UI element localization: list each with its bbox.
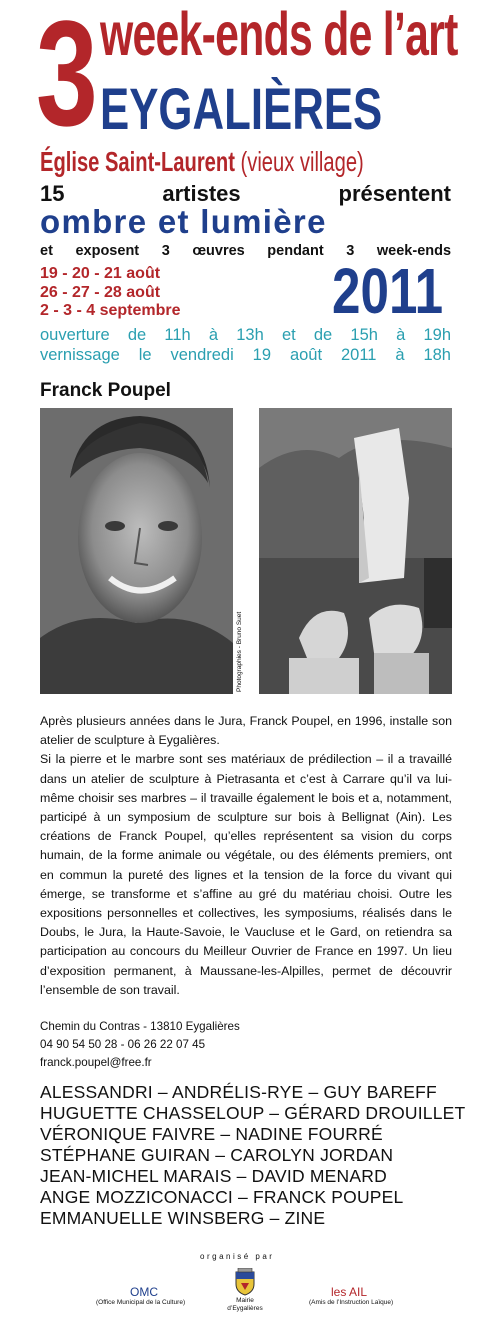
hours-line: ouverture de 11h à 13h et de 15h à 19h bbox=[40, 326, 451, 344]
word: présentent bbox=[338, 181, 451, 206]
title-line-1-wrap bbox=[100, 2, 491, 66]
big-number-3: 3 bbox=[36, 0, 95, 157]
word: 3 bbox=[346, 243, 355, 259]
bio-paragraph-1: Après plusieurs années dans le Jura, Franck Poupel, en 1996, installe son atelier de sculpture à Eygalières. bbox=[40, 714, 452, 748]
omc-full: (Office Municipal de la Culture) bbox=[96, 1299, 186, 1306]
sculpture-photo bbox=[259, 408, 452, 694]
theme-title: ombre et lumière bbox=[40, 203, 327, 240]
church-note: (vieux village) bbox=[240, 146, 364, 177]
title-eygalieres: EYGALIÈRES bbox=[100, 77, 383, 142]
year: 2011 bbox=[332, 255, 444, 327]
word: œuvres bbox=[192, 243, 245, 259]
mairie-crest-icon bbox=[233, 1268, 257, 1296]
contact-phones: 04 90 54 50 28 - 06 26 22 07 45 bbox=[40, 1038, 206, 1051]
artist-name: Franck Poupel bbox=[40, 380, 171, 401]
contact-email[interactable]: franck.poupel@free.fr bbox=[40, 1056, 152, 1069]
title-line-2-wrap bbox=[100, 77, 474, 142]
artists-row: ANGE MOZZICONACCI – FRANCK POUPEL bbox=[40, 1187, 404, 1207]
word: 15 bbox=[40, 181, 65, 206]
opening-line: vernissage le vendredi 19 août 2011 à 18h bbox=[40, 346, 451, 364]
artists-row: EMMANUELLE WINSBERG – ZINE bbox=[40, 1208, 326, 1228]
mairie-label bbox=[224, 1297, 266, 1313]
date-3: 2 - 3 - 4 septembre bbox=[40, 302, 181, 319]
artists-row: VÉRONIQUE FAIVRE – NADINE FOURRÉ bbox=[40, 1124, 383, 1144]
word: pendant bbox=[267, 243, 324, 259]
date-2: 26 - 27 - 28 août bbox=[40, 283, 161, 301]
church-name: Église Saint-Laurent bbox=[40, 146, 235, 177]
contact-block bbox=[40, 1018, 240, 1072]
mairie-line: d’Eygalières bbox=[227, 1305, 263, 1312]
organized-by: organisé par bbox=[200, 1252, 275, 1261]
year-wrap bbox=[332, 255, 471, 327]
artists-row: JEAN-MICHEL MARAIS – DAVID MENARD bbox=[40, 1166, 387, 1186]
photo-credit: Photographies - Bruno Suet bbox=[236, 611, 243, 692]
bio-paragraph-2: Si la pierre et le marbre sont ses matériaux de prédilection – il a travaillé dans un atelier de sculpture à Pietrasanta et c’est à Carrare qu’il va lui-même choisir ses marbres – il travaille également le bois et a, notamment, participé à un symposium de sculpture sur bois à Bellignat (Ain). Les créations de Franck Poupel, qu’elles représentent sa vision du corps humain, de la forme animale ou végétale, ou des éléments premiers, ont en commun la pureté des lignes et la tension de la force du vivant qui émerge, se transforme et s’affine au gré du matériau choisi. Outre les expositions personnelles et collectives, les symposiums, réalisés dans le Doubs, le Jura, la Haute-Savoie, le Vaucluse et le Gard, on retiendra sa participation au concours du Meilleur Ouvrier de France en 1997. Un lieu d’exposition permanent, à Maussane-les-Alpilles, permet de découvrir l’ensemble de son travail. bbox=[40, 752, 452, 997]
sculpture-illustration bbox=[259, 408, 452, 694]
omc-label: OMC bbox=[130, 1285, 158, 1299]
church-line bbox=[40, 147, 490, 177]
artists-row: HUGUETTE CHASSELOUP – GÉRARD DROUILLET bbox=[40, 1103, 466, 1123]
word: week-ends bbox=[376, 243, 452, 259]
artists-row: STÉPHANE GUIRAN – CAROLYN JORDAN bbox=[40, 1145, 394, 1165]
word: exposent bbox=[75, 243, 140, 259]
artists-list bbox=[40, 1082, 466, 1229]
bio-text bbox=[40, 712, 452, 1000]
date-1: 19 - 20 - 21 août bbox=[40, 265, 161, 282]
portrait-illustration bbox=[40, 408, 233, 694]
word: et bbox=[40, 243, 53, 259]
artists-row: ALESSANDRI – ANDRÉLIS-RYE – GUY BAREFF bbox=[40, 1082, 437, 1102]
mairie-line: Mairie bbox=[236, 1297, 254, 1304]
portrait-photo bbox=[40, 408, 233, 694]
title-week-ends: week-ends de l’art bbox=[100, 0, 458, 68]
dates-block bbox=[40, 265, 181, 321]
contact-address: Chemin du Contras - 13810 Eygalières bbox=[40, 1020, 240, 1033]
word: artistes bbox=[162, 181, 241, 206]
word: 3 bbox=[161, 243, 170, 259]
ail-label: les AIL bbox=[331, 1285, 368, 1299]
ail-full: (Amis de l’Instruction Laïque) bbox=[309, 1299, 394, 1306]
